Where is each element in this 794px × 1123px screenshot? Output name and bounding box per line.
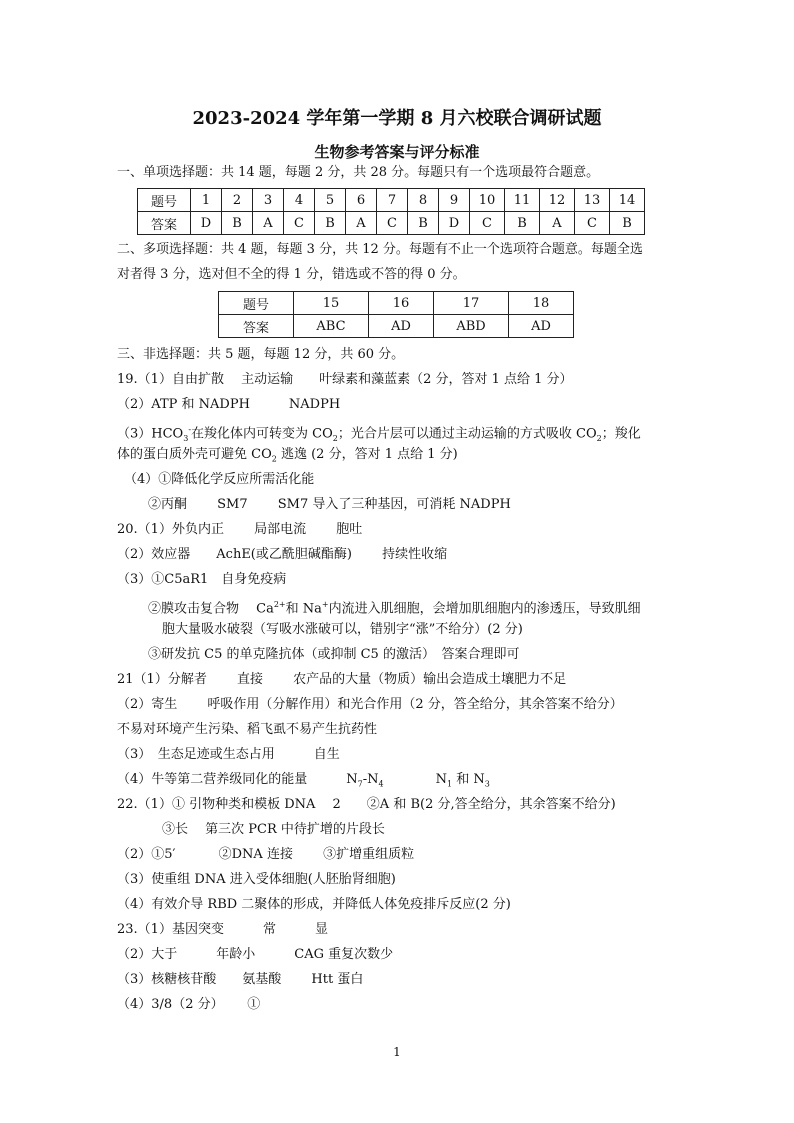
answer-cell: B [610, 212, 645, 235]
table-row [138, 189, 645, 212]
q19-line6: ②丙酮 SM7 SM7 导入了三种基因，可消耗 NADPH [148, 497, 511, 512]
row-label: 答案 [219, 315, 294, 338]
answer-cell: D [439, 212, 470, 235]
answer-cell: ABD [434, 315, 509, 338]
question-number: 7 [377, 189, 408, 212]
question-number: 16 [369, 292, 434, 315]
q21-line3: 不易对环境产生污染、稻飞虱不易产生抗药性 [117, 722, 378, 737]
q21-line2: （2）寄生 呼吸作用（分解作用）和光合作用（2 分，答全给分，其余答案不给分） [117, 697, 623, 712]
answer-cell: D [191, 212, 222, 235]
answer-cell: C [575, 212, 610, 235]
answer-cell: C [377, 212, 408, 235]
row-label: 题号 [138, 189, 191, 212]
q22-line1: 22.（1）① 引物种类和模板 DNA 2 ②A 和 B(2 分,答全给分，其余答案不给分) [117, 797, 616, 812]
question-number: 2 [222, 189, 253, 212]
q23-line3: （3）核糖核苷酸 氨基酸 Htt 蛋白 [117, 972, 364, 987]
q22-line2: ③长 第三次 PCR 中待扩增的片段长 [162, 822, 385, 837]
question-number: 10 [470, 189, 505, 212]
q21-line1: 21（1）分解者 直接 农产品的大量（物质）输出会造成土壤肥力不足 [117, 672, 567, 687]
section1-answer-table [137, 188, 645, 235]
question-number: 12 [540, 189, 575, 212]
q20-line1: 20.（1）外负内正 局部电流 胞吐 [117, 522, 363, 537]
q23-line1: 23.（1）基因突变 常 显 [117, 922, 328, 937]
page-number: 1 [393, 1045, 401, 1059]
table-row [219, 292, 574, 315]
q21-line5: （4）牛等第二营养级同化的能量 $N_7-N_4$ $N_1$ 和 $N_3$ [117, 772, 490, 789]
q19-line1: 19.（1）自由扩散 主动运输 叶绿素和藻蓝素（2 分，答对 1 点给 1 分） [117, 372, 573, 387]
question-number: 13 [575, 189, 610, 212]
q19-line5: （4）①降低化学反应所需活化能 [124, 472, 315, 487]
answer-cell: B [315, 212, 346, 235]
question-number: 3 [253, 189, 284, 212]
answer-cell: AD [509, 315, 574, 338]
answer-cell: AD [369, 315, 434, 338]
q20-line6: ③研发抗 C5 的单克隆抗体（或抑制 C5 的激活） 答案合理即可 [148, 647, 520, 662]
q19-line3: $(3)HCO_3^-$在羧化体内可转变为 $CO_2$；光合片层可以通过主动运输的方式吸收 $CO_2$；羧化 [117, 425, 641, 443]
q20-line5: 胞大量吸水破裂（写吸水涨破可以，错别字“涨”不给分）(2 分) [162, 622, 523, 637]
q22-line3: （2）①5′ ②DNA 连接 ③扩增重组质粒 [117, 847, 415, 862]
answer-cell: B [408, 212, 439, 235]
answer-cell: A [346, 212, 377, 235]
section3-heading: 三、非选择题：共 5 题，每题 12 分，共 60 分。 [117, 347, 405, 362]
q19-line2: （2）ATP 和 NADPH NADPH [117, 397, 341, 412]
answer-cell: B [222, 212, 253, 235]
question-number: 14 [610, 189, 645, 212]
row-label: 答案 [138, 212, 191, 235]
page-title: 2023-2024 学年第一学期 8 月六校联合调研试题 [192, 108, 602, 129]
section2-heading-line1: 二、多项选择题：共 4 题，每题 3 分，共 12 分。每题有不止一个选项符合题意。每题全选 [117, 242, 643, 257]
q19-line4: 体的蛋白质外壳可避免 $CO_2$ 逃逸 (2 分，答对 1 点给 1 分) [117, 447, 458, 464]
question-number: 1 [191, 189, 222, 212]
answer-cell: C [470, 212, 505, 235]
q21-line4: （3） 生态足迹或生态占用 自生 [117, 747, 340, 762]
question-number: 15 [294, 292, 369, 315]
q22-line4: （3）使重组 DNA 进入受体细胞(人胚胎肾细胞) [117, 872, 396, 887]
question-number: 4 [284, 189, 315, 212]
section2-answer-table [218, 291, 574, 338]
question-number: 18 [509, 292, 574, 315]
q20-line4: ②膜攻击复合物 $Ca^{2+}$和 Na+内流进入肌细胞，会增加肌细胞内的渗透压，导致肌细 [148, 600, 641, 617]
q20-line2: （2）效应器 AchE(或乙酰胆碱酯酶) 持续性收缩 [117, 547, 448, 562]
section2-heading-line2: 对者得 3 分，选对但不全的得 1 分，错选或不答的得 0 分。 [117, 267, 466, 282]
answer-cell: C [284, 212, 315, 235]
page-subtitle: 生物参考答案与评分标准 [314, 143, 480, 161]
table-row [138, 212, 645, 235]
q20-line3: （3）①C5aR1 自身免疫病 [117, 572, 287, 587]
answer-cell: A [540, 212, 575, 235]
question-number: 17 [434, 292, 509, 315]
question-number: 5 [315, 189, 346, 212]
q23-line2: （2）大于 年龄小 CAG 重复次数少 [117, 947, 394, 962]
question-number: 9 [439, 189, 470, 212]
q22-line5: （4）有效介导 RBD 二聚体的形成，并降低人体免疫排斥反应(2 分) [117, 897, 511, 912]
answer-cell: ABC [294, 315, 369, 338]
row-label: 题号 [219, 292, 294, 315]
answer-cell: B [505, 212, 540, 235]
question-number: 11 [505, 189, 540, 212]
question-number: 6 [346, 189, 377, 212]
table-row [219, 315, 574, 338]
q23-line4: （4）3/8（2 分） ① [117, 997, 261, 1012]
answer-cell: A [253, 212, 284, 235]
question-number: 8 [408, 189, 439, 212]
section1-heading: 一、单项选择题：共 14 题，每题 2 分，共 28 分。每题只有一个选项最符合题意。 [117, 165, 600, 180]
